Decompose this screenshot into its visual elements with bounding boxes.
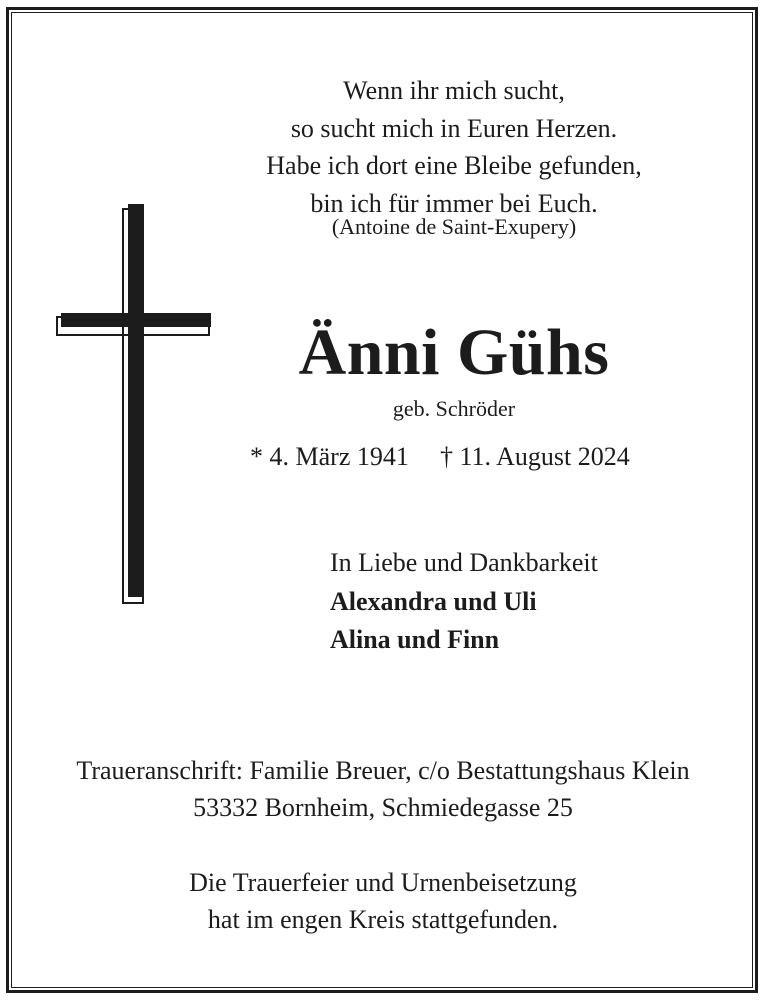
ceremony-note [30, 864, 736, 938]
deceased-name: Änni Gühs [298, 316, 610, 389]
poem-attribution: (Antoine de Saint-Exupery) [331, 214, 577, 239]
ceremony-line-2: hat im engen Kreis stattgefunden. [207, 905, 559, 934]
family-member: Alexandra und Uli [330, 587, 537, 616]
ceremony-line-1: Die Trauerfeier und Urnenbeisetzung [189, 868, 577, 897]
poem-line-4: bin ich für immer bei Euch. [310, 188, 598, 218]
family-intro: In Liebe und Dankbarkeit [330, 548, 598, 577]
address-line-2: 53332 Bornheim, Schmiedegasse 25 [193, 793, 573, 822]
mourning-address [30, 752, 736, 826]
family-member: Alina und Finn [330, 625, 500, 654]
family-signature [330, 543, 598, 659]
poem-line-2: so sucht mich in Euren Herzen. [290, 113, 618, 143]
poem-line-1: Wenn ihr mich sucht, [343, 76, 565, 105]
poem-line-3: Habe ich dort eine Bleibe gefunden, [266, 151, 642, 180]
address-line-1: Traueranschrift: Familie Breuer, c/o Bestattungshaus Klein [76, 756, 690, 785]
birth-date: * 4. März 1941 [250, 442, 409, 471]
cross-icon [55, 203, 215, 605]
death-date: † 11. August 2024 [440, 442, 630, 471]
maiden-name: geb. Schröder [392, 396, 516, 421]
poem [230, 72, 678, 222]
